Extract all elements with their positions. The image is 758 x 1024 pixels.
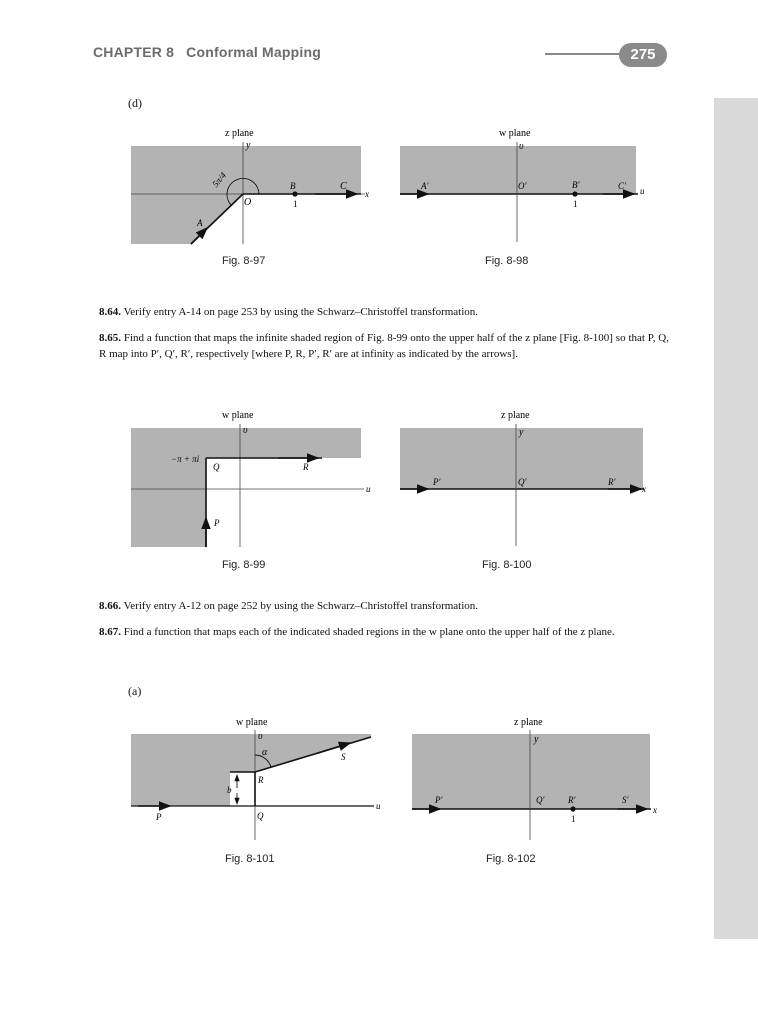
point-label-a: A xyxy=(197,218,203,228)
problem-number: 8.67. xyxy=(99,626,121,638)
problem-text: Verify entry A-14 on page 253 by using the Schwarz–Christoffel transformation. xyxy=(123,306,479,318)
running-header xyxy=(93,44,321,60)
caption-fig-8-97: Fig. 8-97 xyxy=(222,255,266,267)
v-axis-label: υ xyxy=(519,141,524,152)
point-label-p: P xyxy=(214,518,220,528)
point-b xyxy=(572,191,577,196)
point-label-p: P′ xyxy=(435,795,443,805)
point-label-o: O′ xyxy=(518,181,527,191)
problem-text: Find a function that maps each of the indicated shaded regions in the w plane onto the upper half of the z plane. xyxy=(123,626,615,638)
angle-label: 5π/4 xyxy=(210,170,229,189)
chapter-label: CHAPTER 8 xyxy=(93,44,175,60)
point-label-q: Q′ xyxy=(518,477,527,487)
figure-8-100 xyxy=(398,408,658,548)
point-label-b: B xyxy=(290,181,296,191)
plane-label: z plane xyxy=(514,717,543,728)
tick-label-1: 1 xyxy=(293,199,298,209)
caption-fig-8-102: Fig. 8-102 xyxy=(486,853,536,865)
tick-label-1: 1 xyxy=(573,199,578,209)
problem-number: 8.64. xyxy=(99,306,121,318)
shaded-region xyxy=(412,734,650,809)
figure-8-102 xyxy=(410,715,670,845)
caption-fig-8-99: Fig. 8-99 xyxy=(222,559,266,571)
point-label-r: R′ xyxy=(608,477,616,487)
figure-8-101 xyxy=(128,715,388,845)
x-axis-label: x xyxy=(653,805,657,815)
caption-fig-8-98: Fig. 8-98 xyxy=(485,255,529,267)
point-label-p: P xyxy=(156,812,162,822)
chapter-title: Conformal Mapping xyxy=(186,44,321,60)
point-label-s: S′ xyxy=(622,795,629,805)
caption-fig-8-100: Fig. 8-100 xyxy=(482,559,532,571)
u-axis-label: u xyxy=(366,484,371,494)
corner-label: −π + πi xyxy=(171,454,200,464)
caption-fig-8-101: Fig. 8-101 xyxy=(225,853,275,865)
shaded-region xyxy=(131,734,371,806)
dimension-label-b: b xyxy=(227,785,232,795)
header-rule xyxy=(545,53,625,55)
shaded-region xyxy=(131,146,361,244)
problem-text: Verify entry A-12 on page 252 by using the Schwarz–Christoffel transformation. xyxy=(123,600,479,612)
figure-8-99 xyxy=(128,408,378,548)
point-label-s: S xyxy=(341,752,346,762)
plane-label: z plane xyxy=(225,128,254,139)
margin-tab xyxy=(714,98,758,939)
point-label-q: Q′ xyxy=(536,795,545,805)
subpart-label-d: (d) xyxy=(128,96,142,110)
point-label-o: O xyxy=(244,197,252,208)
plane-label: z plane xyxy=(501,410,530,421)
point-label-q: Q xyxy=(213,462,220,472)
y-axis-label: y xyxy=(534,734,539,745)
problem-number: 8.65. xyxy=(99,332,121,344)
point-label-p: P′ xyxy=(433,477,441,487)
plane-label: w plane xyxy=(499,128,531,139)
point-label-r: R xyxy=(258,775,264,785)
v-axis-label: υ xyxy=(258,731,263,742)
problem-number: 8.66. xyxy=(99,600,121,612)
point-label-q: Q xyxy=(257,811,264,821)
problem-8-65 xyxy=(99,330,669,362)
shaded-region xyxy=(131,428,361,547)
x-axis-label: x xyxy=(642,484,646,494)
problem-8-66 xyxy=(99,598,669,614)
u-axis-label: u xyxy=(640,186,645,196)
x-axis-label: x xyxy=(365,189,369,199)
figure-8-98 xyxy=(398,128,648,248)
problem-8-64 xyxy=(99,304,669,320)
problem-text: Find a function that maps the infinite shaded region of Fig. 8-99 onto the upper half of the z plane [Fig. 8-100] so that P, Q, R map into P′, Q′, R′, respectively [where P, R, P′, R′ are at infinity as indicated by the arrows]. xyxy=(99,332,670,360)
point-label-r: R′ xyxy=(568,795,576,805)
point-label-c: C xyxy=(340,181,347,192)
u-axis-label: u xyxy=(376,801,381,811)
problem-8-67 xyxy=(99,624,669,640)
page-number-badge: 275 xyxy=(619,43,667,67)
point-label-a: A′ xyxy=(421,181,429,191)
point-b xyxy=(292,191,297,196)
point-r xyxy=(570,806,575,811)
y-axis-label: y xyxy=(519,427,524,438)
figure-8-97 xyxy=(125,128,369,248)
plane-label: w plane xyxy=(236,717,268,728)
y-axis-label: y xyxy=(246,140,251,151)
point-label-b: B′ xyxy=(572,180,580,190)
point-label-c: C′ xyxy=(618,181,626,191)
point-label-r: R xyxy=(303,462,309,472)
v-axis-label: υ xyxy=(243,425,248,436)
angle-label: α xyxy=(262,747,268,758)
tick-label-1: 1 xyxy=(571,814,576,824)
subpart-label-a: (a) xyxy=(128,684,142,698)
plane-label: w plane xyxy=(222,410,254,421)
